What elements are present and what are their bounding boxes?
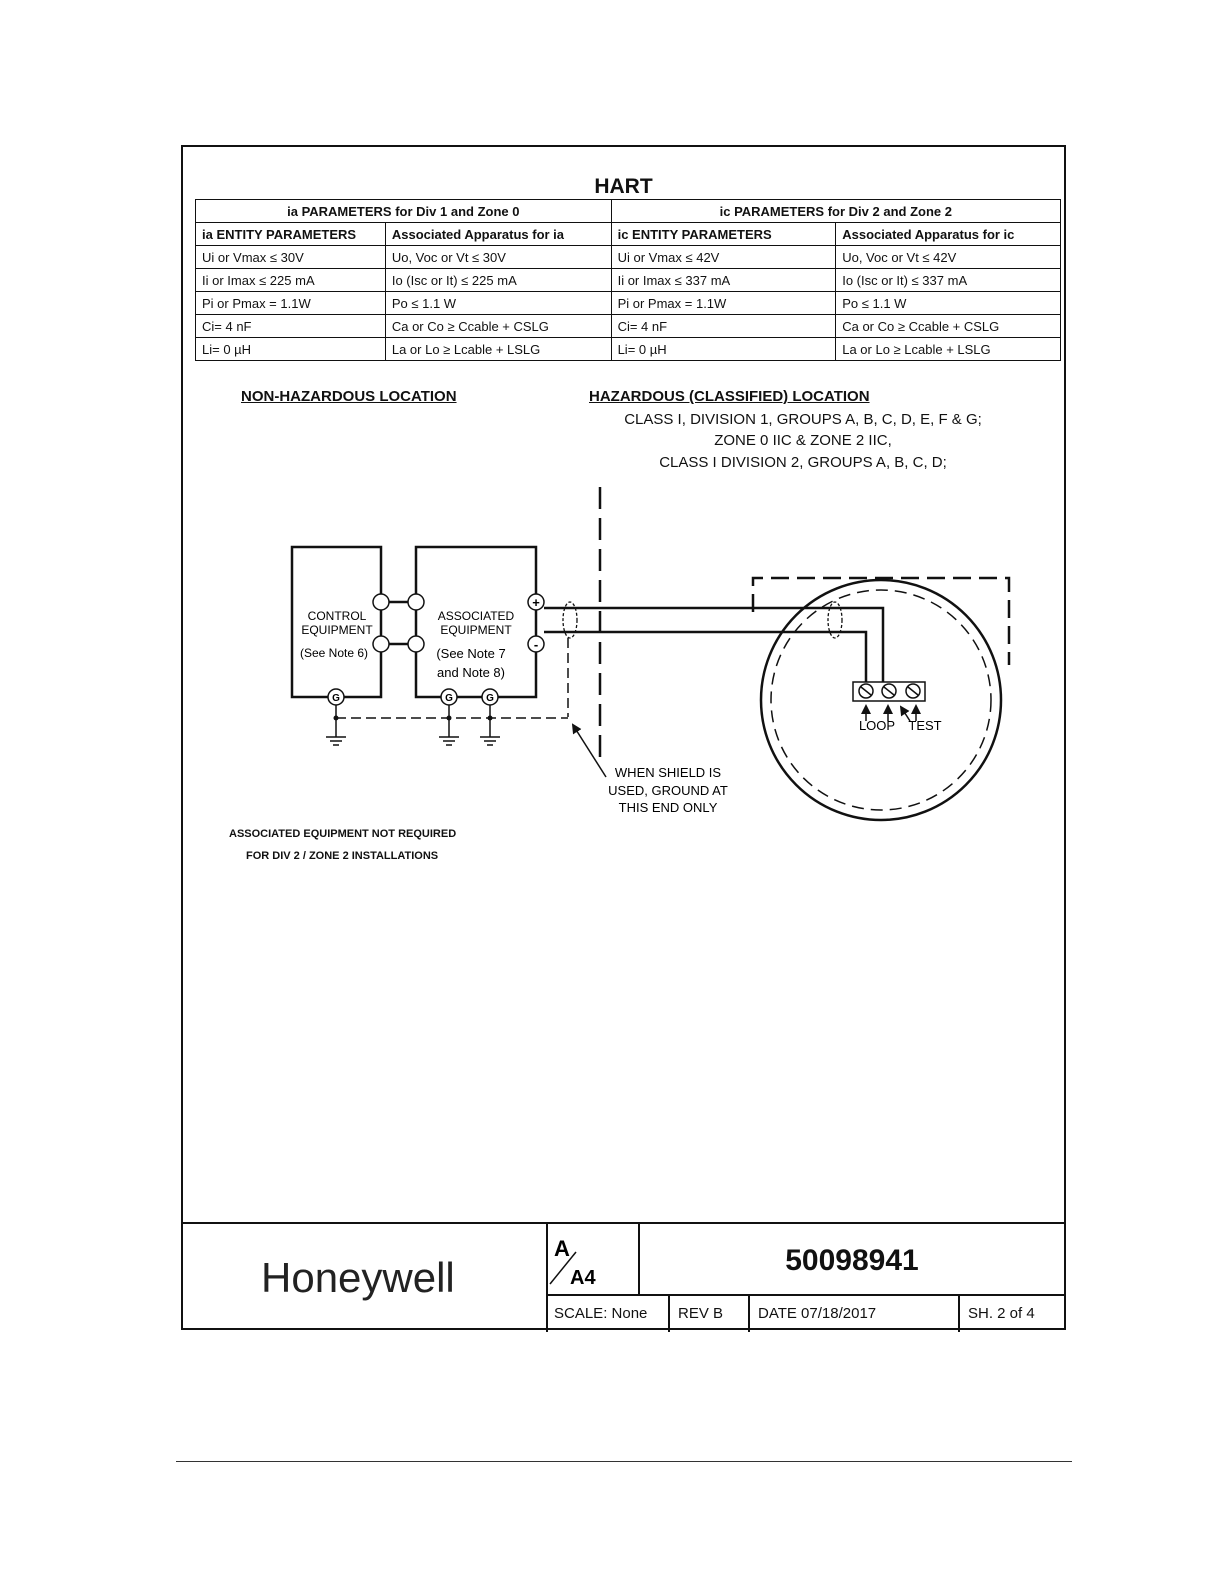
- control-equipment-label: EQUIPMENT: [301, 623, 373, 637]
- drawing-sheet: [181, 145, 1066, 1330]
- ground-terminal-label: G: [486, 693, 494, 704]
- test-label: TEST: [908, 718, 942, 733]
- terminal-circle: [373, 636, 389, 652]
- table-cell: Ca or Co ≥ Ccable + CSLG: [836, 315, 1061, 338]
- negative-terminal-label: -: [533, 637, 539, 652]
- ia-group-header: ia PARAMETERS for Div 1 and Zone 0: [196, 200, 612, 223]
- associated-equipment-label: ASSOCIATED: [437, 609, 515, 623]
- associated-equipment-label: EQUIPMENT: [440, 623, 512, 637]
- screw-terminal-icon: [906, 684, 920, 698]
- drawing-number-cell: [640, 1224, 1064, 1296]
- loop-wire-negative: [544, 632, 866, 683]
- table-cell: Pi or Pmax = 1.1W: [611, 292, 836, 315]
- earth-ground-icon: [480, 705, 500, 745]
- size-bottom-label: A4: [570, 1267, 596, 1289]
- table-cell: Ii or Imax ≤ 225 mA: [196, 269, 386, 292]
- junction-dot: [447, 716, 452, 721]
- hazardous-class-line: CLASS I DIVISION 2, GROUPS A, B, C, D;: [659, 454, 947, 471]
- junction-dot: [488, 716, 493, 721]
- table-cell: Uo, Voc or Vt ≤ 30V: [385, 246, 611, 269]
- size-slash-icon: [546, 1224, 636, 1292]
- drawing-size-cell: [546, 1224, 640, 1296]
- control-equipment-label: CONTROL: [307, 609, 367, 623]
- associated-equipment-note: and Note 8): [437, 665, 505, 680]
- terminal-circle: [373, 594, 389, 610]
- column-header: Associated Apparatus for ia: [385, 223, 611, 246]
- table-cell: La or Lo ≥ Lcable + LSLG: [836, 338, 1061, 361]
- title-block-company-cell: [183, 1224, 548, 1332]
- table-cell: Ui or Vmax ≤ 30V: [196, 246, 386, 269]
- column-header: Associated Apparatus for ic: [836, 223, 1061, 246]
- date-cell: DATE 07/18/2017: [750, 1296, 960, 1332]
- table-cell: Uo, Voc or Vt ≤ 42V: [836, 246, 1061, 269]
- footer-divider: [176, 1461, 1072, 1462]
- column-header: ic ENTITY PARAMETERS: [611, 223, 836, 246]
- drawing-number: 50098941: [785, 1244, 919, 1277]
- table-cell: Ui or Vmax ≤ 42V: [611, 246, 836, 269]
- ground-terminal-label: G: [445, 693, 453, 704]
- shield-note-text: WHEN SHIELD IS: [614, 765, 722, 780]
- associated-equipment-note: (See Note 7: [436, 646, 506, 661]
- installation-note: FOR DIV 2 / ZONE 2 INSTALLATIONS: [246, 850, 439, 862]
- positive-terminal-label: +: [532, 595, 540, 610]
- ic-group-header: ic PARAMETERS for Div 2 and Zone 2: [611, 200, 1060, 223]
- title-block: [183, 1222, 1064, 1332]
- table-cell: Li= 0 µH: [196, 338, 386, 361]
- table-cell: Li= 0 µH: [611, 338, 836, 361]
- shield-note-text: USED, GROUND AT: [608, 783, 728, 798]
- ground-terminal-label: G: [332, 693, 340, 704]
- table-cell: Ci= 4 nF: [611, 315, 836, 338]
- control-equipment-note: (See Note 6): [299, 646, 369, 660]
- revision-cell: REV B: [670, 1296, 750, 1332]
- loop-wire-positive: [544, 608, 883, 683]
- hazardous-class-line: CLASS I, DIVISION 1, GROUPS A, B, C, D, E, F & G;: [624, 411, 982, 428]
- hazardous-location-label: HAZARDOUS (CLASSIFIED) LOCATION: [589, 388, 870, 405]
- table-cell: Io (Isc or It) ≤ 337 mA: [836, 269, 1061, 292]
- size-top-label: A: [554, 1236, 570, 1261]
- installation-note: ASSOCIATED EQUIPMENT NOT REQUIRED: [229, 828, 457, 840]
- table-cell: Po ≤ 1.1 W: [385, 292, 611, 315]
- table-cell: Po ≤ 1.1 W: [836, 292, 1061, 315]
- scale-cell: SCALE: None: [546, 1296, 670, 1332]
- table-cell: Pi or Pmax = 1.1W: [196, 292, 386, 315]
- table-cell: Ii or Imax ≤ 337 mA: [611, 269, 836, 292]
- hazardous-class-line: ZONE 0 IIC & ZONE 2 IIC,: [714, 432, 892, 449]
- table-cell: La or Lo ≥ Lcable + LSLG: [385, 338, 611, 361]
- earth-ground-icon: [439, 705, 459, 745]
- table-cell: Io (Isc or It) ≤ 225 mA: [385, 269, 611, 292]
- column-header: ia ENTITY PARAMETERS: [196, 223, 386, 246]
- screw-terminal-icon: [859, 684, 873, 698]
- terminal-circle: [408, 594, 424, 610]
- non-hazardous-location-label: NON-HAZARDOUS LOCATION: [241, 388, 457, 405]
- sheet-number-cell: SH. 2 of 4: [968, 1305, 1035, 1322]
- junction-dot: [334, 716, 339, 721]
- shield-note-text: THIS END ONLY: [618, 800, 718, 815]
- earth-ground-icon: [326, 705, 346, 745]
- wiring-diagram: [183, 147, 1064, 1217]
- terminal-circle: [408, 636, 424, 652]
- hart-title: HART: [594, 175, 653, 198]
- screw-terminal-icon: [882, 684, 896, 698]
- loop-label: LOOP: [858, 718, 896, 733]
- honeywell-logo: Honeywell: [261, 1254, 455, 1301]
- table-cell: Ci= 4 nF: [196, 315, 386, 338]
- table-cell: Ca or Co ≥ Ccable + CSLG: [385, 315, 611, 338]
